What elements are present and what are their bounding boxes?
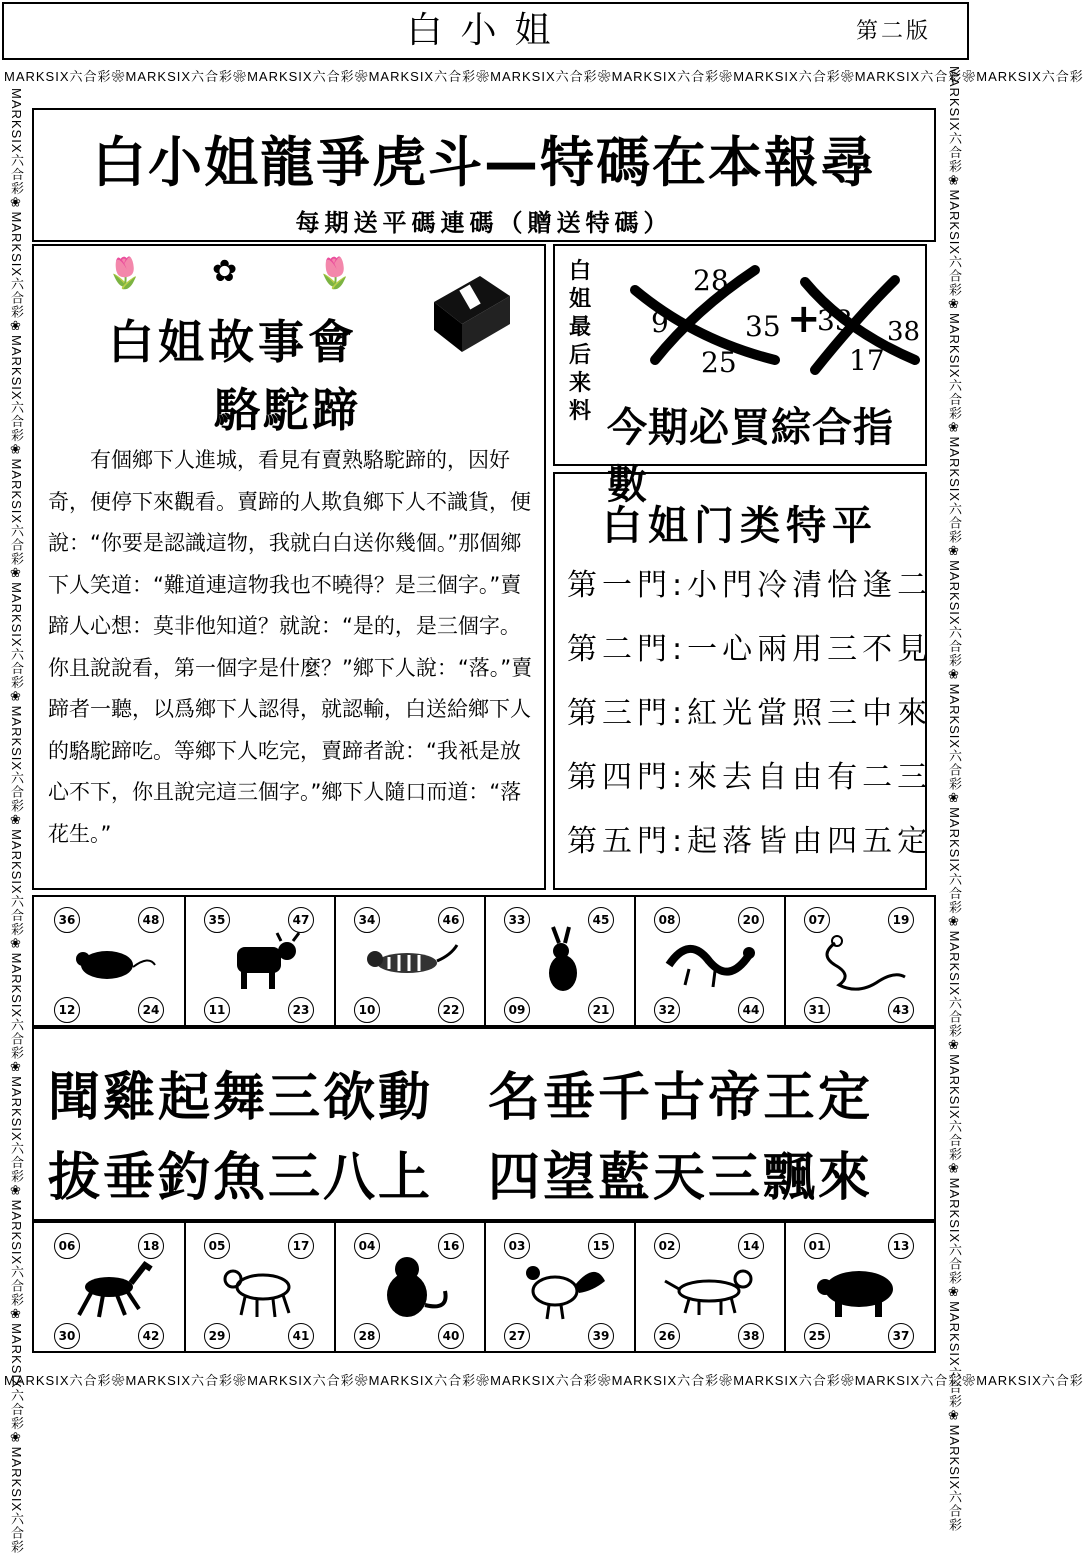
sha-number: 17 — [849, 344, 885, 377]
main-headline: 白小姐龍爭虎斗—特碼在本報尋 — [92, 131, 876, 194]
zodiac-number: 07 — [804, 907, 830, 933]
zodiac-number: 46 — [438, 907, 464, 933]
headline-box — [32, 108, 936, 242]
snake-icon — [809, 925, 909, 997]
story-title: 白姐故事會 — [108, 315, 358, 369]
zodiac-number: 08 — [654, 907, 680, 933]
sha-number: 33 — [817, 304, 853, 337]
zodiac-cell-monkey — [334, 1223, 486, 1351]
zodiac-number: 06 — [54, 1233, 80, 1259]
goat-icon — [209, 1251, 309, 1323]
zodiac-number: 11 — [204, 997, 230, 1023]
zodiac-cell-goat — [184, 1223, 336, 1351]
watermark-right: MARKSIX六合彩❀MARKSIX六合彩❀MARKSIX六合彩❀MARKSIX六合彩❀MARKSIX六合彩❀MARKSIX六合彩❀MARKSIX六合彩❀MARKSIX六合彩❀MARKSIX六合彩❀MARKSIX六合彩❀MARKSIX六合彩❀MARKSIX六合彩 — [947, 66, 962, 1533]
zodiac-number: 02 — [654, 1233, 680, 1259]
sha-number: 28 — [693, 264, 729, 297]
flower-cluster-icon: ✿ — [212, 254, 238, 289]
cross-out-numbers-graphic — [605, 250, 921, 379]
zodiac-number: 34 — [354, 907, 380, 933]
zodiac-number: 48 — [138, 907, 164, 933]
zodiac-number: 30 — [54, 1323, 80, 1349]
zodiac-number: 43 — [888, 997, 914, 1023]
zodiac-number: 15 — [588, 1233, 614, 1259]
zodiac-number: 05 — [204, 1233, 230, 1259]
zodiac-number: 33 — [504, 907, 530, 933]
zodiac-number: 44 — [738, 997, 764, 1023]
zodiac-number: 32 — [654, 997, 680, 1023]
gate-line: 第二門:一心兩用三不見 — [567, 632, 933, 667]
zodiac-number: 23 — [288, 997, 314, 1023]
must-buy-slogan: 今期必買綜合指數 — [607, 405, 894, 508]
zodiac-number: 04 — [354, 1233, 380, 1259]
newspaper-title: 白小姐 — [406, 10, 569, 51]
latest-tips-panel — [553, 244, 927, 508]
zodiac-number: 03 — [504, 1233, 530, 1259]
poem-line: 拔垂釣魚三八上 四望藍天三飄來 — [48, 1148, 874, 1208]
zodiac-number: 35 — [204, 907, 230, 933]
ox-icon — [209, 925, 309, 997]
sha-number: 38 — [887, 317, 921, 347]
zodiac-cell-horse — [34, 1223, 186, 1351]
monkey-icon — [359, 1251, 459, 1323]
zodiac-number: 42 — [138, 1323, 164, 1349]
dragon-icon — [659, 925, 759, 997]
book-icon — [420, 272, 512, 358]
sha-number: 35 — [745, 310, 781, 343]
zodiac-cell-ox — [184, 897, 336, 1025]
zodiac-number: 39 — [588, 1323, 614, 1349]
zodiac-number: 01 — [804, 1233, 830, 1259]
page-header — [2, 2, 969, 60]
zodiac-cell-rabbit — [484, 897, 636, 1025]
sub-headline: 每期送平碼連碼（贈送特碼） — [295, 209, 673, 237]
zodiac-number: 28 — [354, 1323, 380, 1349]
poem-box — [32, 1027, 936, 1221]
sha-number: 25 — [701, 346, 737, 379]
zodiac-cell-pig — [784, 1223, 934, 1351]
rooster-icon — [509, 1251, 609, 1323]
zodiac-number: 26 — [654, 1323, 680, 1349]
zodiac-number: 09 — [504, 997, 530, 1023]
zodiac-number: 20 — [738, 907, 764, 933]
zodiac-number: 19 — [888, 907, 914, 933]
zodiac-number: 31 — [804, 997, 830, 1023]
gate-line: 第一門:小門冷清恰逢二 — [567, 568, 933, 603]
zodiac-number: 29 — [204, 1323, 230, 1349]
story-subtitle: 駱駝蹄 — [214, 383, 361, 437]
gate-panel-title: 白姐门类特平 — [602, 503, 878, 549]
zodiac-row-bottom — [32, 1221, 936, 1353]
zodiac-number: 13 — [888, 1233, 914, 1259]
pig-icon — [809, 1251, 909, 1323]
gate-line: 第四門:來去自由有二三 — [567, 760, 933, 795]
story-section — [32, 244, 546, 890]
edition-label: 第二版 — [855, 19, 931, 44]
story-body: 有個鄉下人進城，看見有賣熟駱駝蹄的，因好奇，便停下來觀看。賣蹄的人欺負鄉下人不識貨，便說：“你要是認識這物，我就白白送你幾個。”那個鄉下人笑道：“難道連這物我也不曉得？是三個字。”賣蹄人心想：莫非他知道？就說：“是的，是三個字。你且說說看，第一個字是什麼？”鄉下人說：“落。”賣蹄者一聽，以爲鄉下人認得，就認輸，白送給鄉下人的駱駝蹄吃。等鄉下人吃完，賣蹄者說：“我衹是放心不下，你且說完這三個字。”鄉下人隨口而道：“落花生。” — [48, 448, 533, 846]
zodiac-cell-dragon — [634, 897, 786, 1025]
zodiac-number: 36 — [54, 907, 80, 933]
zodiac-number: 22 — [438, 997, 464, 1023]
gate-line: 第五門:起落皆由四五定 — [567, 824, 933, 859]
zodiac-number: 37 — [888, 1323, 914, 1349]
zodiac-cell-rat — [34, 897, 186, 1025]
zodiac-number: 12 — [54, 997, 80, 1023]
poem-line: 聞雞起舞三欲動 名垂千古帝王定 — [48, 1068, 874, 1128]
zodiac-number: 27 — [504, 1323, 530, 1349]
zodiac-row-top — [32, 895, 936, 1027]
latest-tips-label: 白姐最后来料 — [568, 259, 591, 424]
horse-icon — [59, 1251, 159, 1323]
gate-line: 第三門:紅光當照三中來 — [567, 696, 933, 731]
zodiac-number: 17 — [288, 1233, 314, 1259]
zodiac-number: 10 — [354, 997, 380, 1023]
watermark-left: MARKSIX六合彩❀MARKSIX六合彩❀MARKSIX六合彩❀MARKSIX六合彩❀MARKSIX六合彩❀MARKSIX六合彩❀MARKSIX六合彩❀MARKSIX六合彩❀MARKSIX六合彩❀MARKSIX六合彩❀MARKSIX六合彩❀MARKSIX六合彩 — [9, 88, 24, 1554]
zodiac-number: 14 — [738, 1233, 764, 1259]
zodiac-number: 25 — [804, 1323, 830, 1349]
gate-category-panel — [553, 472, 933, 890]
tiger-icon — [359, 925, 459, 997]
sha-number: 9 — [651, 306, 669, 339]
rat-icon — [59, 925, 159, 997]
watermark-top: MARKSIX六合彩❀MARKSIX六合彩❀MARKSIX六合彩❀MARKSIX六合彩❀MARKSIX六合彩❀MARKSIX六合彩❀MARKSIX六合彩❀MARKSIX六合彩❀MARKSIX六合彩 — [4, 69, 1084, 84]
zodiac-cell-tiger — [334, 897, 486, 1025]
rabbit-icon — [509, 925, 609, 997]
zodiac-cell-rooster — [484, 1223, 636, 1351]
zodiac-number: 47 — [288, 907, 314, 933]
svg-text:+: + — [787, 296, 821, 342]
zodiac-number: 16 — [438, 1233, 464, 1259]
zodiac-cell-snake — [784, 897, 934, 1025]
tulip-icon: 🌷 — [316, 256, 354, 291]
zodiac-number: 24 — [138, 997, 164, 1023]
zodiac-number: 41 — [288, 1323, 314, 1349]
tulip-icon: 🌷 — [106, 256, 144, 291]
zodiac-number: 18 — [138, 1233, 164, 1259]
zodiac-number: 40 — [438, 1323, 464, 1349]
zodiac-number: 21 — [588, 997, 614, 1023]
zodiac-number: 38 — [738, 1323, 764, 1349]
zodiac-cell-dog — [634, 1223, 786, 1351]
zodiac-number: 45 — [588, 907, 614, 933]
dog-icon — [659, 1251, 759, 1323]
watermark-bottom: MARKSIX六合彩❀MARKSIX六合彩❀MARKSIX六合彩❀MARKSIX六合彩❀MARKSIX六合彩❀MARKSIX六合彩❀MARKSIX六合彩❀MARKSIX六合彩❀MARKSIX六合彩 — [4, 1373, 1084, 1388]
